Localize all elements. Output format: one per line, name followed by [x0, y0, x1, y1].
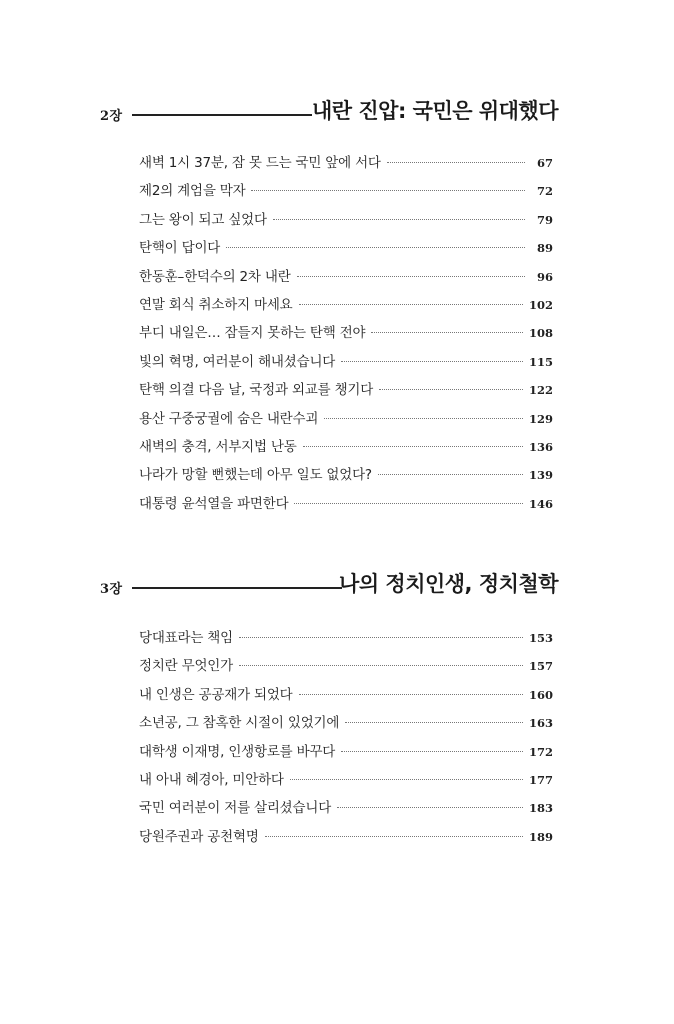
toc-entry[interactable] [139, 798, 553, 826]
toc-entry-title[interactable]: 국민 여러분이 저를 살리셨습니다 [139, 800, 332, 817]
dot-leader [299, 304, 523, 305]
dot-leader [371, 332, 523, 333]
toc-entry-title[interactable]: 정치란 무엇인가 [139, 658, 233, 675]
toc-entry[interactable] [139, 409, 553, 437]
chapter-rule-divider [132, 587, 342, 589]
toc-entry-page: 189 [528, 829, 553, 844]
toc-entry[interactable] [139, 181, 553, 209]
dot-leader [239, 637, 523, 638]
toc-entry[interactable] [139, 656, 553, 684]
toc-entry-title[interactable]: 새벽의 충격, 서부지법 난동 [139, 438, 297, 455]
toc-entry[interactable] [139, 238, 553, 266]
toc-list [139, 153, 553, 522]
dot-leader [345, 722, 523, 723]
dot-leader [239, 665, 523, 666]
toc-entry[interactable] [139, 295, 553, 323]
dot-leader [251, 190, 525, 191]
dot-leader [297, 276, 525, 277]
dot-leader [337, 807, 523, 808]
toc-entry-title[interactable]: 한동훈–한덕수의 2차 내란 [139, 268, 291, 285]
toc-entry-page: 163 [528, 716, 553, 731]
toc-entry-page: 160 [528, 687, 553, 702]
chapter-header [0, 95, 674, 135]
toc-entry-page: 177 [528, 772, 553, 787]
toc-entry-page: 157 [528, 659, 553, 674]
toc-entry-title[interactable]: 내 인생은 공공재가 되었다 [139, 686, 293, 703]
toc-entry-page: 108 [528, 326, 553, 341]
chapter-2-section [0, 95, 674, 512]
toc-list [139, 628, 553, 855]
chapter-3-section [0, 568, 674, 845]
dot-leader [299, 694, 523, 695]
toc-entry[interactable] [139, 770, 553, 798]
toc-entry[interactable] [139, 628, 553, 656]
dot-leader [273, 219, 525, 220]
toc-entry[interactable] [139, 685, 553, 713]
toc-entry-title[interactable]: 용산 구중궁궐에 숨은 내란수괴 [139, 410, 319, 427]
toc-entry[interactable] [139, 380, 553, 408]
toc-entry-title[interactable]: 연말 회식 취소하지 마세요 [139, 296, 293, 313]
chapter-title: 나의 정치인생, 정치철학 [339, 572, 558, 596]
dot-leader [341, 361, 523, 362]
dot-leader [303, 446, 523, 447]
toc-entry-page: 96 [536, 269, 553, 284]
toc-entry-page: 172 [528, 744, 553, 759]
toc-entry-title[interactable]: 당원주권과 공천혁명 [139, 828, 259, 845]
toc-entry[interactable] [139, 742, 553, 770]
chapter-number: 3장 [100, 582, 123, 597]
toc-entry-page: 72 [536, 184, 553, 199]
toc-entry[interactable] [139, 437, 553, 465]
toc-entry[interactable] [139, 494, 553, 522]
toc-entry[interactable] [139, 210, 553, 238]
toc-entry-title[interactable]: 대학생 이재명, 인생항로를 바꾸다 [139, 743, 336, 760]
toc-entry-title[interactable]: 대통령 윤석열을 파면한다 [139, 495, 289, 512]
chapter-title: 내란 진압: 국민은 위대했다 [312, 99, 558, 123]
toc-entry-page: 89 [536, 241, 553, 256]
toc-entry-title[interactable]: 빛의 혁명, 여러분이 해내셨습니다 [139, 353, 336, 370]
dot-leader [378, 474, 523, 475]
toc-entry-page: 153 [528, 631, 553, 645]
dot-leader [226, 247, 525, 248]
toc-entry-title[interactable]: 탄핵이 답이다 [139, 240, 221, 257]
toc-entry[interactable] [139, 827, 553, 855]
toc-entry-title[interactable]: 내 아내 혜경아, 미안하다 [139, 771, 284, 788]
chapter-number: 2장 [100, 109, 123, 124]
toc-entry-page: 79 [536, 212, 553, 227]
toc-entry-title[interactable]: 소년공, 그 참혹한 시절이 있었기에 [139, 715, 340, 732]
toc-entry-title[interactable]: 그는 왕이 되고 싶었다 [139, 211, 267, 228]
dot-leader [387, 162, 525, 163]
toc-entry[interactable] [139, 352, 553, 380]
toc-entry-title[interactable]: 부디 내일은… 잠들지 못하는 탄핵 전야 [139, 325, 366, 342]
dot-leader [265, 836, 523, 837]
toc-entry-title[interactable]: 탄핵 의결 다음 날, 국정과 외교를 챙기다 [139, 382, 374, 399]
toc-entry-page: 136 [528, 439, 553, 454]
toc-entry[interactable] [139, 323, 553, 351]
toc-entry[interactable] [139, 267, 553, 295]
toc-entry[interactable] [139, 465, 553, 493]
toc-entry-title[interactable]: 새벽 1시 37분, 잠 못 드는 국민 앞에 서다 [139, 155, 381, 171]
toc-entry[interactable] [139, 153, 553, 181]
toc-entry-page: 67 [536, 156, 553, 170]
toc-entry-page: 102 [528, 297, 553, 312]
toc-entry-title[interactable]: 제2의 계엄을 막자 [139, 183, 246, 200]
toc-entry-page: 183 [528, 801, 553, 816]
chapter-header [0, 568, 674, 608]
chapter-rule-divider [132, 114, 312, 116]
toc-entry[interactable] [139, 713, 553, 741]
toc-entry-page: 129 [528, 411, 553, 426]
toc-entry-title[interactable]: 당대표라는 책임 [139, 630, 233, 646]
toc-entry-title[interactable]: 나라가 망할 뻔했는데 아무 일도 없었다? [139, 467, 372, 484]
dot-leader [379, 389, 523, 390]
toc-entry-page: 139 [528, 468, 553, 483]
dot-leader [341, 751, 523, 752]
dot-leader [294, 503, 523, 504]
toc-entry-page: 146 [528, 496, 553, 511]
dot-leader [290, 779, 523, 780]
toc-entry-page: 115 [528, 354, 553, 369]
toc-entry-page: 122 [528, 383, 553, 398]
dot-leader [324, 418, 523, 419]
